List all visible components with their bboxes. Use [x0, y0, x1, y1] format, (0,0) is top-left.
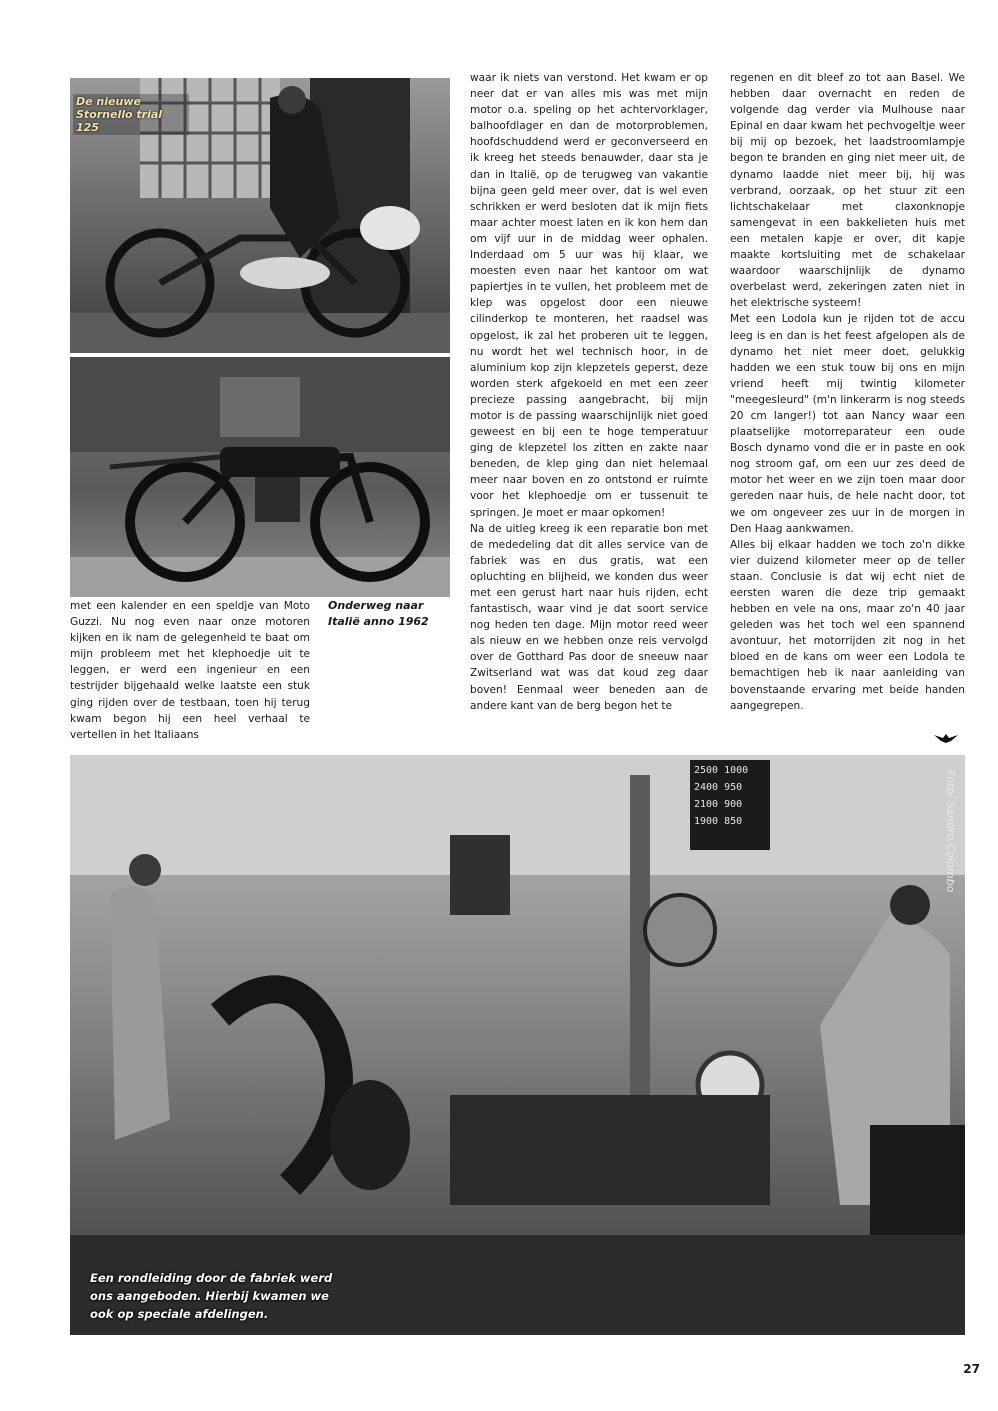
photo-motorcycle-1962	[70, 357, 450, 597]
text-column-3: regenen en dit bleef zo tot aan Basel. We hebben daar overnacht en reden de volgende dag verder via Mulhouse naar Epinal en daar kwam het pechvogeltje weer bij mij op bezoek, het laadstroomlampje begon te branden en ging niet meer uit, de dynamo laadde niet meer bij, hij was verbrand, oorzaak, op het stuur zit een lichtschakelaar met claxonknopje samengevat in een bakkelieten huis met een metalen kapje er over, dit kapje maakte kortsluiting met de schakelaar waardoor waarschijnlijk de dynamo overbelast werd, zekeringen zaten niet in het elektrische systeem! Met een Lodola kun je rijden tot de accu leeg is en dan is het feest afgelopen als de dynamo het niet meer doet, gelukkig hadden we een stuk touw bij ons en mijn vriend heeft mij twintig kilometer "meegesleurd" (m'n linkerarm is nog steeds 20 cm langer!) tot aan Nancy waar een plaatselijke motorreparateur een oude Bosch dynamo vond die er in paste en ook nog stroom gaf, om een uur zes deed de motor het weer en we zijn toen maar door gereden naar huis, de hele nacht door, tot we om ongeveer zes uur in de morgen in Den Haag aankwamen. Alles bij elkaar hadden we toch zo'n dikke vier duizend kilometer meer op de teller staan. Conclusie is dat wij echt niet de eersten waren die deze trip gemaakt hebben en vele na ons, maar zo'n 40 jaar geleden was het toch wel een spannend avontuur, het motorrijden zit nog in het bloed en de kans om weer een Lodola te bemachtigen heb ik naar aanleiding van bovenstaande ervaring met beide handen aangegrepen.	[730, 72, 965, 712]
photo-motorcycle-graphic	[70, 357, 450, 597]
photo-overlay-caption: De nieuwe Stornello trial 125	[73, 94, 189, 135]
photo-credit: Foto: Sandro Colombo	[944, 770, 957, 893]
board-line: 1900 850	[694, 816, 743, 827]
board-line: 2500 1000	[694, 765, 749, 776]
photo-factory-graphic	[70, 755, 965, 1335]
text-column-2: waar ik niets van verstond. Het kwam er op neer dat er van alles mis was met mijn motor o.a. speling op het achtervorklager, balhoofdlager en dan de motorproblemen, hoofdschuddend werd er geconverseerd en ik kreeg het steeds benauwder, daar sta je dan in Italië, op de terugweg van vakantie bijna geen geld meer over, dat is wel even schrikken er werd besloten dat ik mijn fiets maar achter moest laten en ik kon hem dan om vijf uur in de middag weer ophalen. Inderdaad om 5 uur was hij klaar, we moesten even naar het kantoor om wat papiertjes in te vullen, het probleem met de klep was opgelost door een nieuwe cilinderkop te monteren, het raadsel was opgelost, ik zal het proberen uit te leggen, nu wordt het wel technisch hoor, in de aluminium kop zijn klepzetels geperst, deze worden sterk afgekoeld en met een zeer precieze passing aangebracht, bij mijn motor is de passing waarschijnlijk niet goed geweest en bij een te hoge temperatuur ging de klepzetel los zitten en zakte naar beneden, de klep ging dan niet helemaal meer naar boven en zo ontstond er ruimte voor het klephoedje om er tussenuit te springen. Je moet er maar opkomen! Na de uitleg kreeg ik een reparatie bon met de mededeling dat dit alles service van de fabriek was en dus gratis, wat een opluchting en blijheid, we konden dus weer met een gerust hart naar huis rijden, echt fantastisch, waar vind je dat soort service nog heden ten dage. Mijn motor reed weer als nieuw en we hebben onze reis vervolgd over de Gotthard Pas door de sneeuw naar Zwitserland wat was dat koud zeg daar boven! Eenmaal weer beneden aan de andere kant van de berg begon het te	[470, 72, 708, 712]
page-number: 27	[963, 1362, 980, 1376]
caption-onderweg: Onderweg naar Italië anno 1962	[328, 599, 429, 628]
text-column-1: met een kalender en een speldje van Moto Guzzi. Nu nog even naar onze motoren kijken en ik nam de gelegenheid te baat om mijn probleem met het klephoedje uit te leggen, er werd een ingenieur en een testrijder bijgehaald welke laatste een stuk ging rijden over de testbaan, toen hij terug kwam begon hij een heel verhaal te vertellen in het Italiaans	[70, 600, 310, 741]
photo-factory-tour	[70, 755, 965, 1335]
photo-stornello-trial	[70, 78, 450, 353]
board-line: 2400 950	[694, 782, 743, 793]
bottom-photo-caption: Een rondleiding door de fabriek werd ons aangeboden. Hierbij kwamen we ook op speciale afdelingen.	[90, 1271, 333, 1321]
eagle-logo-icon	[933, 731, 959, 745]
chalkboard-numbers	[690, 760, 770, 850]
board-line: 2100 900	[694, 799, 743, 810]
